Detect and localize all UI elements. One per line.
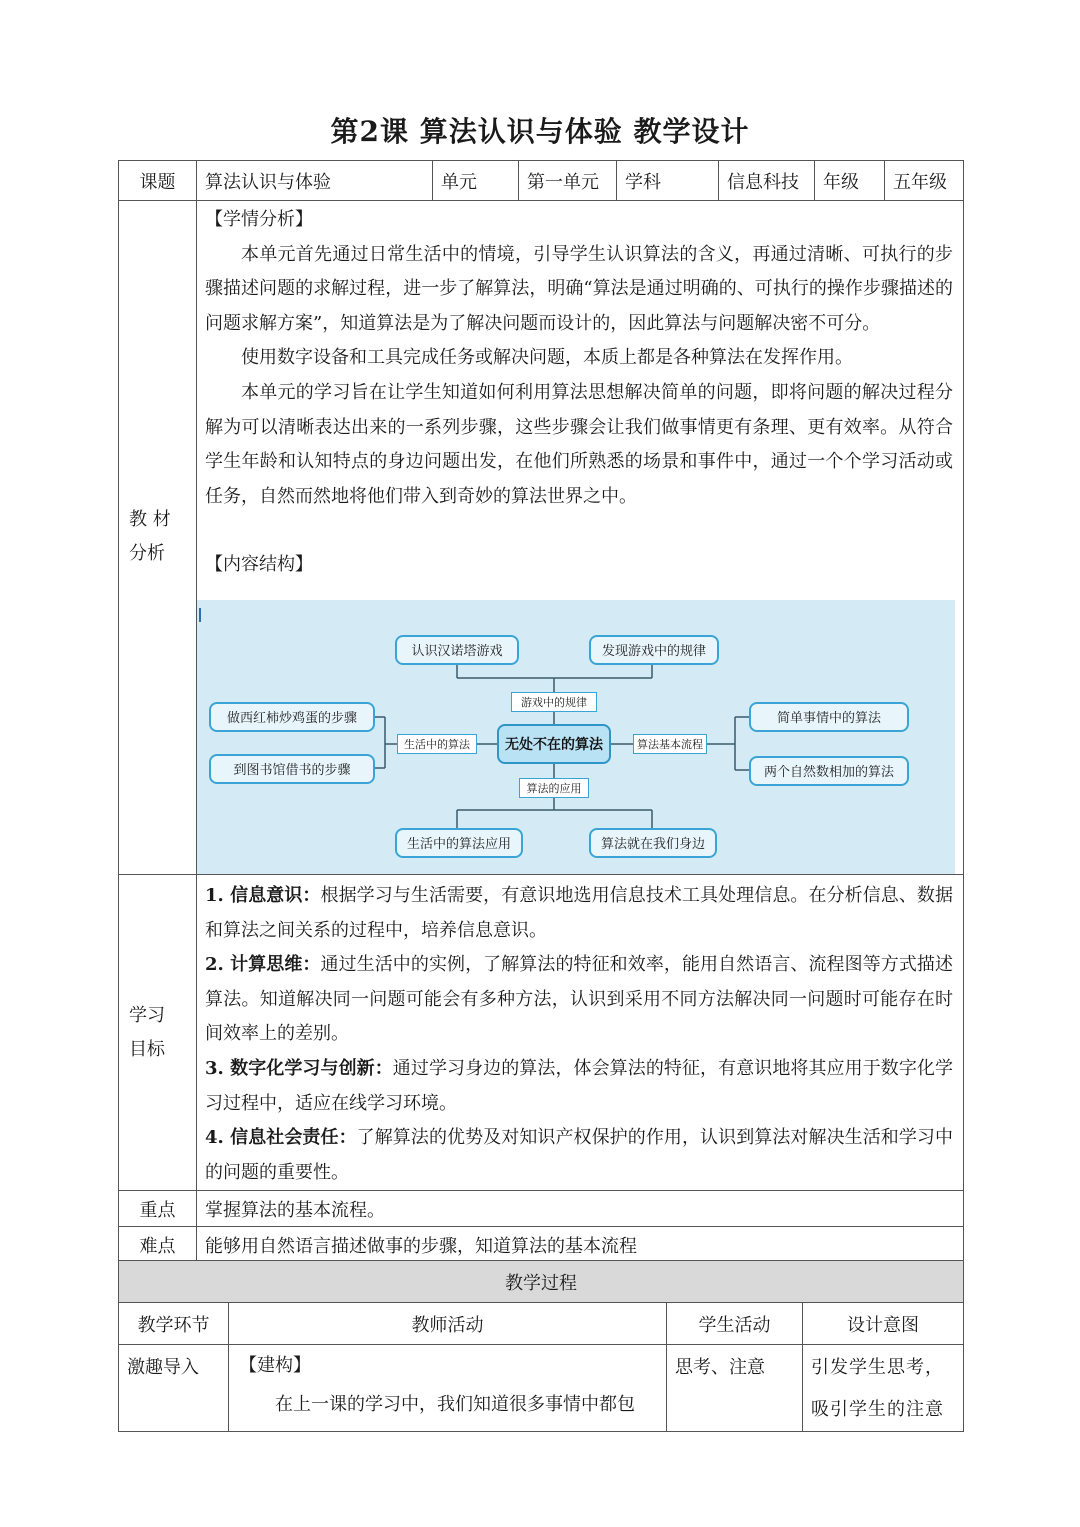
page-title: 第2课 算法认识与体验 教学设计	[330, 115, 750, 148]
goal-item-3: 3. 数字化学习与创新：通过学习身边的算法，体会算法的特征，有意识地将其应用于数字化学习过程中，适应在线学习环境。	[205, 1057, 953, 1114]
leaf-simple-things: 简单事情中的算法	[749, 702, 909, 732]
process-row	[119, 1345, 964, 1432]
goals-row	[119, 874, 964, 1190]
center-node: 无处不在的算法	[497, 724, 611, 764]
col-intent: 设计意图	[803, 1303, 964, 1345]
goal-item-2: 2. 计算思维：通过生活中的实例，了解算法的特征和效率，能用自然语言、流程图等方式描述算法。知道解决同一问题可能会有多种方法，认识到采用不同方法解决同一问题时可能存在时间效率上的差别。	[205, 954, 953, 1045]
process-header-row	[119, 1261, 964, 1303]
lesson-table	[118, 160, 964, 1263]
info-row	[119, 161, 964, 201]
goals-cell	[197, 874, 964, 1190]
leaf-library: 到图书馆借书的步骤	[209, 754, 375, 784]
student-analysis-heading: 【学情分析】	[205, 209, 313, 230]
analysis-cell	[197, 201, 964, 875]
branch-basic-flow: 算法基本流程	[633, 734, 707, 754]
intent-cell: 引发学生思考，吸引学生的注意	[803, 1345, 964, 1432]
leaf-around-us: 算法就在我们身边	[589, 828, 717, 858]
difficulty-label: 难点	[119, 1227, 197, 1263]
branch-game-rules: 游戏中的规律	[511, 692, 597, 712]
leaf-life-application: 生活中的算法应用	[395, 828, 523, 858]
process-columns-row	[119, 1303, 964, 1345]
analysis-label: 教 材 分析	[119, 201, 197, 875]
analysis-paragraph-2: 使用数字设备和工具完成任务或解决问题，本质上都是各种算法在发挥作用。	[241, 347, 853, 369]
student-cell: 思考、注意	[667, 1345, 803, 1432]
subject-label: 学科	[617, 161, 719, 201]
mind-map	[197, 600, 955, 874]
unit-value: 第一单元	[519, 161, 617, 201]
analysis-row	[119, 201, 964, 875]
difficulty-text: 能够用自然语言描述做事的步骤，知道算法的基本流程	[197, 1227, 964, 1263]
col-stage: 教学环节	[119, 1303, 229, 1345]
subject-value: 信息科技	[719, 161, 815, 201]
grade-value: 五年级	[885, 161, 964, 201]
content-structure-heading: 【内容结构】	[205, 554, 313, 576]
goals-label: 学习 目标	[119, 874, 197, 1190]
course-value: 算法认识与体验	[197, 161, 433, 201]
leaf-add-numbers: 两个自然数相加的算法	[749, 756, 909, 786]
key-point-text: 掌握算法的基本流程。	[197, 1191, 964, 1227]
col-student: 学生活动	[667, 1303, 803, 1345]
analysis-paragraph-3: 本单元的学习旨在让学生知道如何利用算法思想解决简单的问题，即将问题的解决过程分解为可以清晰表达出来的一系列步骤，这些步骤会让我们做事情更有条理、更有效率。从符合学生年龄和认知特点的身边问题出发，在他们所熟悉的场景和事件中，通过一个个学习活动或任务，自然而然地将他们带入到奇妙的算法世界之中。	[205, 381, 953, 507]
leaf-tomato-egg: 做西红柿炒鸡蛋的步骤	[209, 702, 375, 732]
teacher-cell	[229, 1345, 667, 1432]
grade-label: 年级	[815, 161, 885, 201]
col-teacher: 教师活动	[229, 1303, 667, 1345]
goal-item-4: 4. 信息社会责任：了解算法的优势及对知识产权保护的作用，认识到算法对解决生活和学习中的问题的重要性。	[205, 1127, 954, 1183]
leaf-game-pattern: 发现游戏中的规律	[589, 635, 719, 665]
course-label: 课题	[119, 161, 197, 201]
process-table	[118, 1260, 964, 1432]
key-point-row	[119, 1191, 964, 1227]
leaf-hanoi: 认识汉诺塔游戏	[395, 635, 519, 665]
stage-cell: 激趣导入	[119, 1345, 229, 1432]
difficulty-row	[119, 1227, 964, 1263]
key-point-label: 重点	[119, 1191, 197, 1227]
analysis-paragraph-1: 本单元首先通过日常生活中的情境，引导学生认识算法的含义，再通过清晰、可执行的步骤描述问题的求解过程，进一步了解算法，明确“算法是通过明确的、可执行的操作步骤描述的问题求解方案”，知道算法是为了解决问题而设计的，因此算法与问题解决密不可分。	[205, 243, 953, 334]
unit-label: 单元	[433, 161, 519, 201]
process-header: 教学过程	[119, 1261, 964, 1303]
branch-life-algorithm: 生活中的算法	[397, 734, 477, 754]
goal-item-1: 1. 信息意识：根据学习与生活需要，有意识地选用信息技术工具处理信息。在分析信息、数据和算法之间关系的过程中，培养信息意识。	[205, 884, 953, 941]
teacher-heading: 【建构】	[239, 1355, 311, 1376]
branch-application: 算法的应用	[519, 778, 589, 798]
teacher-text: 在上一课的学习中，我们知道很多事情中都包	[275, 1393, 635, 1415]
